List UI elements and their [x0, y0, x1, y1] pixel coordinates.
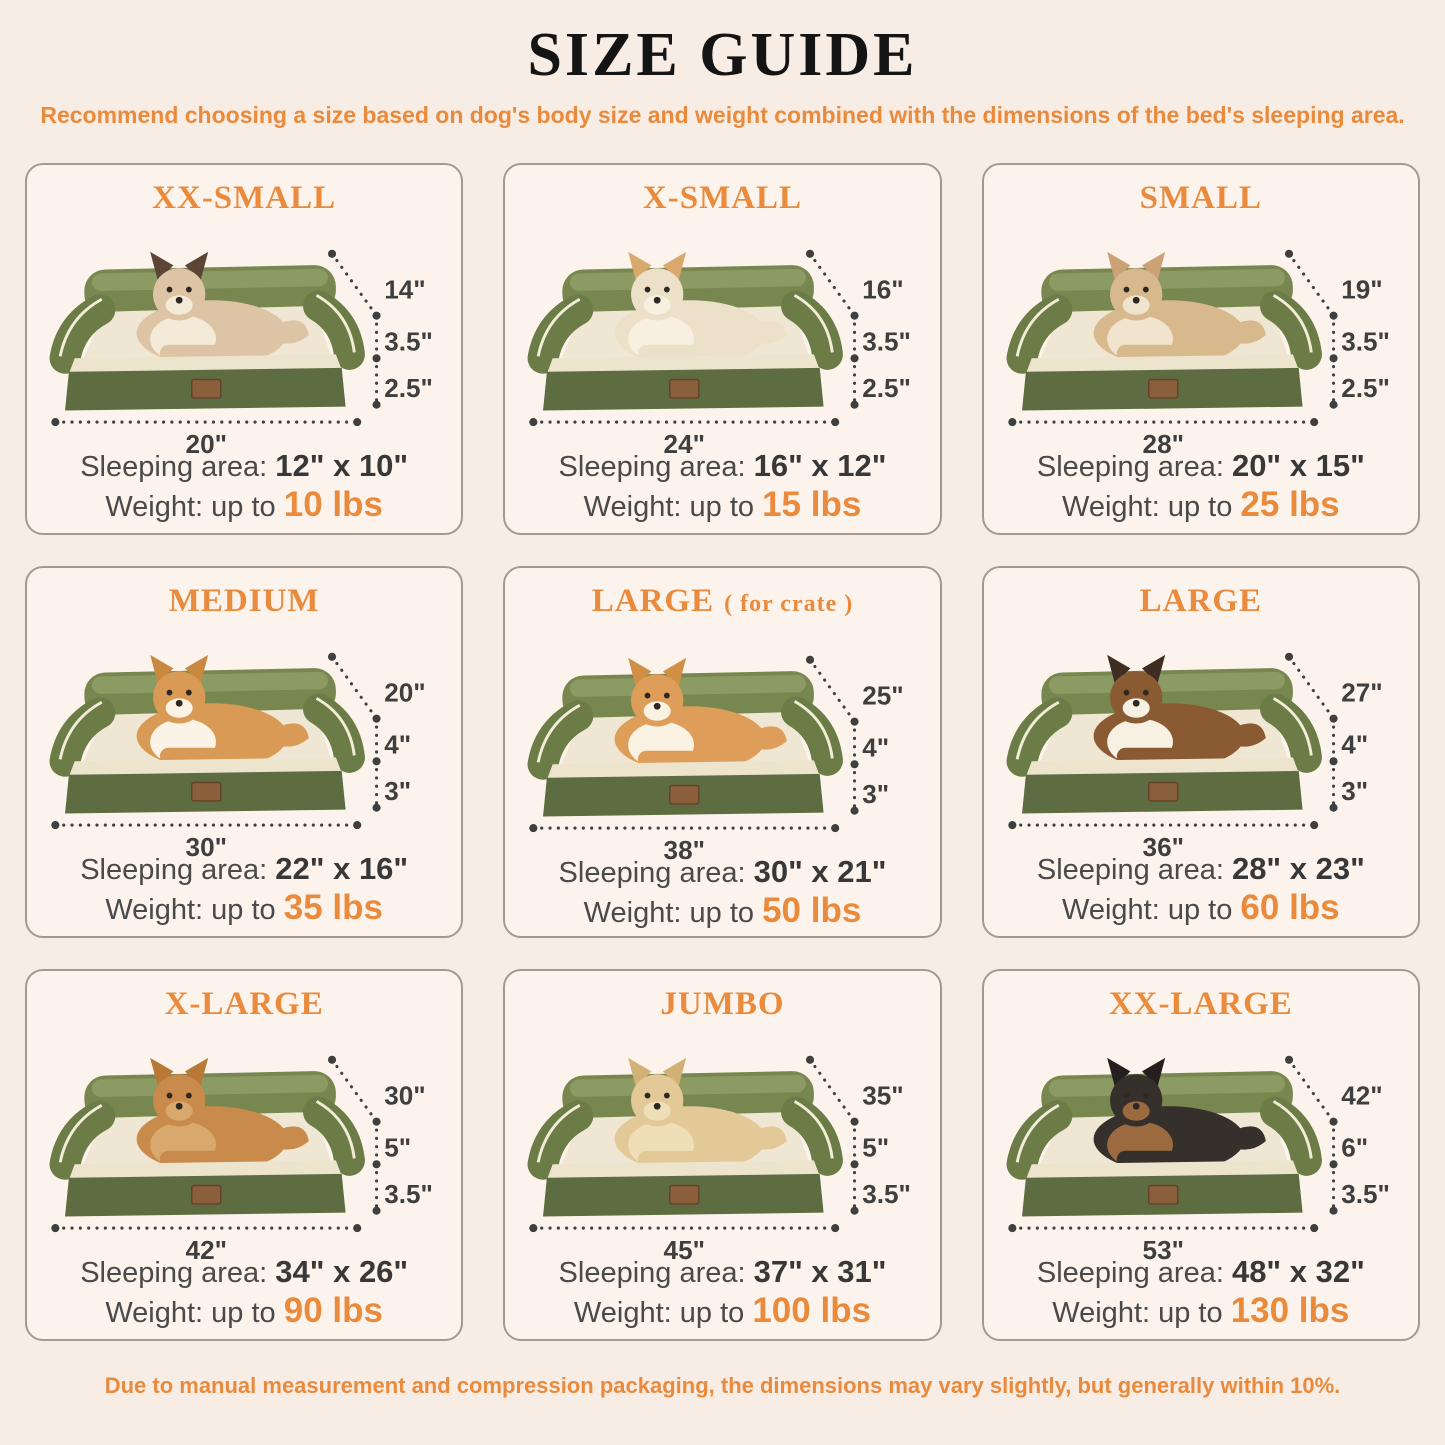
weight-line — [27, 890, 461, 928]
measurement-endpoint-dot — [1329, 715, 1337, 723]
depth-dimension-label: 42" — [1341, 1080, 1383, 1111]
bolster-height-label: 5" — [862, 1132, 890, 1163]
width-dimension-label: 42" — [185, 1235, 228, 1263]
pet-eye-left — [645, 693, 651, 699]
size-card — [503, 163, 941, 535]
bolster-height-label: 4" — [1341, 729, 1369, 760]
measurement-endpoint-dot — [353, 821, 361, 829]
page-title: SIZE GUIDE — [527, 21, 918, 89]
width-dimension-label: 28" — [1142, 429, 1184, 457]
weight-value: 60 lbs — [1240, 888, 1340, 927]
measurement-endpoint-dot — [353, 418, 361, 426]
footer-note: Due to manual measurement and compression packaging, the dimensions may vary slightly, but generally within 10%. — [104, 1373, 1341, 1398]
base-height-label: 3" — [862, 778, 890, 809]
card-title — [27, 582, 461, 620]
dog-bed-illustration — [993, 1021, 1409, 1263]
measurement-endpoint-dot — [530, 824, 538, 832]
width-dimension-label: 20" — [185, 429, 228, 457]
sleeping-area-label: Sleeping area: — [1036, 854, 1224, 886]
dog-bed-illustration — [36, 618, 452, 860]
measurement-endpoint-dot — [851, 1118, 859, 1126]
width-dimension-label: 45" — [664, 1235, 706, 1263]
size-name: MEDIUM — [168, 583, 320, 619]
card-title — [505, 582, 939, 623]
dog-bed-illustration — [36, 1021, 452, 1263]
size-card — [25, 969, 463, 1341]
bolster-height-label: 3.5" — [862, 326, 912, 357]
base-height-label: 3" — [384, 775, 412, 806]
measurement-endpoint-dot — [530, 1224, 538, 1232]
pet-eye-left — [167, 690, 173, 696]
size-guide-grid — [0, 163, 1445, 1341]
size-name: LARGE — [591, 583, 715, 619]
size-card — [25, 566, 463, 938]
size-name: XX-SMALL — [152, 180, 337, 216]
measurement-endpoint-dot — [530, 418, 538, 426]
pet-eye-left — [1123, 690, 1129, 696]
base-height-label: 3.5" — [384, 1178, 434, 1209]
sleeping-area-line — [505, 855, 939, 890]
sleeping-area-label: Sleeping area: — [1036, 451, 1224, 483]
measurement-endpoint-dot — [1285, 250, 1293, 258]
base-height-label: 2.5" — [862, 372, 912, 403]
measurement-endpoint-dot — [1285, 653, 1293, 661]
brand-tag — [670, 380, 699, 398]
sleeping-area-line — [27, 852, 461, 887]
page-subtitle: Recommend choosing a size based on dog's body size and weight combined with the dimensions of the bed's sleeping area. — [40, 102, 1405, 128]
bolster-height-label: 5" — [384, 1132, 412, 1163]
weight-label: Weight: up to — [583, 491, 755, 523]
dog-bed-illustration — [993, 618, 1409, 860]
brand-tag — [1149, 380, 1178, 398]
weight-line — [984, 487, 1418, 525]
measurement-endpoint-dot — [328, 653, 336, 661]
dog-bed-illustration — [514, 1021, 930, 1263]
base-height-label: 3.5" — [1341, 1178, 1390, 1209]
weight-value: 90 lbs — [283, 1291, 383, 1330]
weight-line — [27, 1293, 461, 1331]
card-title — [27, 179, 461, 217]
sleeping-area-line — [505, 1255, 939, 1290]
dog-bed-illustration — [36, 215, 452, 457]
pet-eye-right — [1143, 1093, 1149, 1099]
bolster-height-label: 6" — [1341, 1132, 1369, 1163]
weight-value: 35 lbs — [283, 888, 383, 927]
sleeping-area-value: 28" x 23" — [1231, 851, 1365, 886]
base-height-label: 2.5" — [384, 372, 434, 403]
base-height-label: 3" — [1341, 775, 1369, 806]
measurement-endpoint-dot — [1329, 354, 1337, 362]
size-card — [503, 566, 941, 938]
size-card — [503, 969, 941, 1341]
brand-tag — [192, 1186, 221, 1204]
size-card — [982, 969, 1420, 1341]
sleeping-area-value: 16" x 12" — [753, 448, 887, 483]
pet-eye-right — [664, 287, 670, 293]
measurement-endpoint-dot — [806, 656, 814, 664]
measurement-endpoint-dot — [373, 757, 381, 765]
pet-eye-right — [186, 1093, 192, 1099]
measurement-endpoint-dot — [373, 1118, 381, 1126]
size-name: LARGE — [1139, 583, 1262, 619]
sleeping-area-label: Sleeping area: — [80, 854, 268, 886]
brand-tag — [670, 1186, 699, 1204]
sleeping-area-line — [27, 449, 461, 484]
card-title — [27, 985, 461, 1023]
measurement-endpoint-dot — [851, 1160, 859, 1168]
weight-value: 10 lbs — [283, 485, 383, 524]
width-dimension-label: 53" — [1142, 1235, 1184, 1263]
measurement-endpoint-dot — [1310, 1224, 1318, 1232]
base-height-label: 2.5" — [1341, 372, 1390, 403]
width-dimension-label: 38" — [664, 835, 706, 863]
weight-value: 50 lbs — [762, 891, 862, 930]
pet-eye-right — [186, 287, 192, 293]
measurement-endpoint-dot — [1329, 401, 1337, 409]
measurement-endpoint-dot — [1329, 804, 1337, 812]
measurement-endpoint-dot — [1329, 757, 1337, 765]
depth-dimension-label: 14" — [384, 274, 426, 305]
measurement-endpoint-dot — [51, 1224, 59, 1232]
measurement-endpoint-dot — [373, 715, 381, 723]
pet-nose — [1133, 700, 1140, 707]
pet-eye-right — [1143, 287, 1149, 293]
size-name: SMALL — [1139, 180, 1262, 216]
sleeping-area-line — [27, 1255, 461, 1290]
pet-eye-right — [1143, 690, 1149, 696]
measurement-endpoint-dot — [51, 418, 59, 426]
pet-eye-left — [645, 1093, 651, 1099]
weight-label: Weight: up to — [573, 1297, 745, 1329]
measurement-endpoint-dot — [373, 401, 381, 409]
card-title — [505, 985, 939, 1023]
bolster-height-label: 4" — [862, 732, 890, 763]
pet-nose — [654, 1103, 661, 1110]
pet-eye-right — [664, 693, 670, 699]
width-dimension-label: 24" — [664, 429, 706, 457]
measurement-endpoint-dot — [851, 312, 859, 320]
base-height-label: 3.5" — [862, 1178, 912, 1209]
measurement-endpoint-dot — [328, 250, 336, 258]
weight-line — [984, 890, 1418, 928]
width-dimension-label: 30" — [185, 832, 228, 860]
measurement-endpoint-dot — [851, 760, 859, 768]
size-name: X-LARGE — [164, 986, 324, 1022]
measurement-endpoint-dot — [851, 401, 859, 409]
pet-nose — [654, 297, 661, 304]
brand-tag — [1149, 783, 1178, 801]
pet-eye-right — [186, 690, 192, 696]
weight-label: Weight: up to — [1052, 1297, 1223, 1329]
measurement-endpoint-dot — [1329, 1207, 1337, 1215]
bolster-height-label: 4" — [384, 729, 412, 760]
sleeping-area-line — [984, 1255, 1418, 1290]
sleeping-area-value: 48" x 32" — [1231, 1254, 1365, 1289]
weight-value: 25 lbs — [1240, 485, 1340, 524]
measurement-endpoint-dot — [373, 1207, 381, 1215]
measurement-endpoint-dot — [1008, 821, 1016, 829]
sleeping-area-value: 30" x 21" — [753, 854, 887, 889]
sleeping-area-label: Sleeping area: — [1036, 1257, 1224, 1289]
measurement-endpoint-dot — [1285, 1056, 1293, 1064]
weight-line — [27, 487, 461, 525]
bolster-height-label: 3.5" — [1341, 326, 1390, 357]
pet-eye-left — [1123, 1093, 1129, 1099]
brand-tag — [670, 786, 699, 804]
depth-dimension-label: 20" — [384, 677, 426, 708]
weight-value: 100 lbs — [752, 1291, 872, 1330]
sleeping-area-line — [984, 449, 1418, 484]
sleeping-area-label: Sleeping area: — [558, 1257, 746, 1289]
measurement-endpoint-dot — [373, 1160, 381, 1168]
weight-label: Weight: up to — [105, 894, 276, 926]
brand-tag — [1149, 1186, 1178, 1204]
weight-label: Weight: up to — [583, 897, 755, 929]
pet-nose — [176, 297, 183, 304]
measurement-endpoint-dot — [806, 250, 814, 258]
measurement-endpoint-dot — [373, 804, 381, 812]
depth-dimension-label: 25" — [862, 680, 905, 711]
depth-dimension-label: 35" — [862, 1080, 905, 1111]
sleeping-area-label: Sleeping area: — [558, 857, 746, 889]
card-title — [505, 179, 939, 217]
weight-value: 130 lbs — [1230, 1291, 1350, 1330]
weight-label: Weight: up to — [1062, 894, 1233, 926]
size-card — [982, 163, 1420, 535]
size-name: XX-LARGE — [1108, 986, 1293, 1022]
card-title — [984, 985, 1418, 1023]
depth-dimension-label: 19" — [1341, 274, 1383, 305]
sleeping-area-label: Sleeping area: — [80, 451, 268, 483]
measurement-endpoint-dot — [1008, 418, 1016, 426]
sleeping-area-value: 20" x 15" — [1231, 448, 1365, 483]
size-name: JUMBO — [660, 986, 785, 1022]
measurement-endpoint-dot — [832, 1224, 840, 1232]
pet-eye-left — [1123, 287, 1129, 293]
weight-line — [505, 1293, 939, 1331]
measurement-endpoint-dot — [851, 354, 859, 362]
measurement-endpoint-dot — [51, 821, 59, 829]
measurement-endpoint-dot — [373, 312, 381, 320]
brand-tag — [192, 380, 221, 398]
measurement-endpoint-dot — [1329, 312, 1337, 320]
size-name-suffix: ( for crate ) — [724, 591, 854, 617]
size-name: X-SMALL — [642, 180, 803, 216]
pet-nose — [176, 700, 183, 707]
measurement-endpoint-dot — [851, 807, 859, 815]
measurement-endpoint-dot — [851, 1207, 859, 1215]
weight-label: Weight: up to — [105, 1297, 276, 1329]
weight-value: 15 lbs — [762, 485, 862, 524]
size-card — [982, 566, 1420, 938]
size-card — [25, 163, 463, 535]
card-title — [984, 179, 1418, 217]
measurement-endpoint-dot — [1310, 418, 1318, 426]
width-dimension-label: 36" — [1142, 832, 1184, 860]
sleeping-area-line — [984, 852, 1418, 887]
measurement-endpoint-dot — [1329, 1160, 1337, 1168]
dog-bed-illustration — [514, 215, 930, 457]
measurement-endpoint-dot — [851, 718, 859, 726]
sleeping-area-label: Sleeping area: — [80, 1257, 268, 1289]
card-title — [984, 582, 1418, 620]
pet-nose — [1133, 1103, 1140, 1110]
pet-nose — [1133, 297, 1140, 304]
measurement-endpoint-dot — [806, 1056, 814, 1064]
weight-label: Weight: up to — [1062, 491, 1233, 523]
brand-tag — [192, 783, 221, 801]
depth-dimension-label: 27" — [1341, 677, 1383, 708]
bolster-height-label: 3.5" — [384, 326, 434, 357]
sleeping-area-value: 12" x 10" — [275, 448, 409, 483]
measurement-endpoint-dot — [328, 1056, 336, 1064]
pet-nose — [176, 1103, 183, 1110]
sleeping-area-label: Sleeping area: — [558, 451, 746, 483]
dog-bed-illustration — [993, 215, 1409, 457]
measurement-endpoint-dot — [353, 1224, 361, 1232]
measurement-endpoint-dot — [832, 824, 840, 832]
sleeping-area-line — [505, 449, 939, 484]
pet-eye-left — [167, 1093, 173, 1099]
pet-nose — [654, 703, 661, 710]
depth-dimension-label: 30" — [384, 1080, 426, 1111]
measurement-endpoint-dot — [1329, 1118, 1337, 1126]
pet-eye-right — [664, 1093, 670, 1099]
measurement-endpoint-dot — [832, 418, 840, 426]
pet-eye-left — [167, 287, 173, 293]
sleeping-area-value: 34" x 26" — [275, 1254, 409, 1289]
weight-line — [984, 1293, 1418, 1331]
pet-eye-left — [645, 287, 651, 293]
sleeping-area-value: 22" x 16" — [275, 851, 409, 886]
weight-line — [505, 893, 939, 931]
measurement-endpoint-dot — [1008, 1224, 1016, 1232]
measurement-endpoint-dot — [1310, 821, 1318, 829]
measurement-endpoint-dot — [373, 354, 381, 362]
weight-line — [505, 487, 939, 525]
sleeping-area-value: 37" x 31" — [753, 1254, 887, 1289]
depth-dimension-label: 16" — [862, 274, 905, 305]
weight-label: Weight: up to — [105, 491, 276, 523]
dog-bed-illustration — [514, 621, 930, 863]
